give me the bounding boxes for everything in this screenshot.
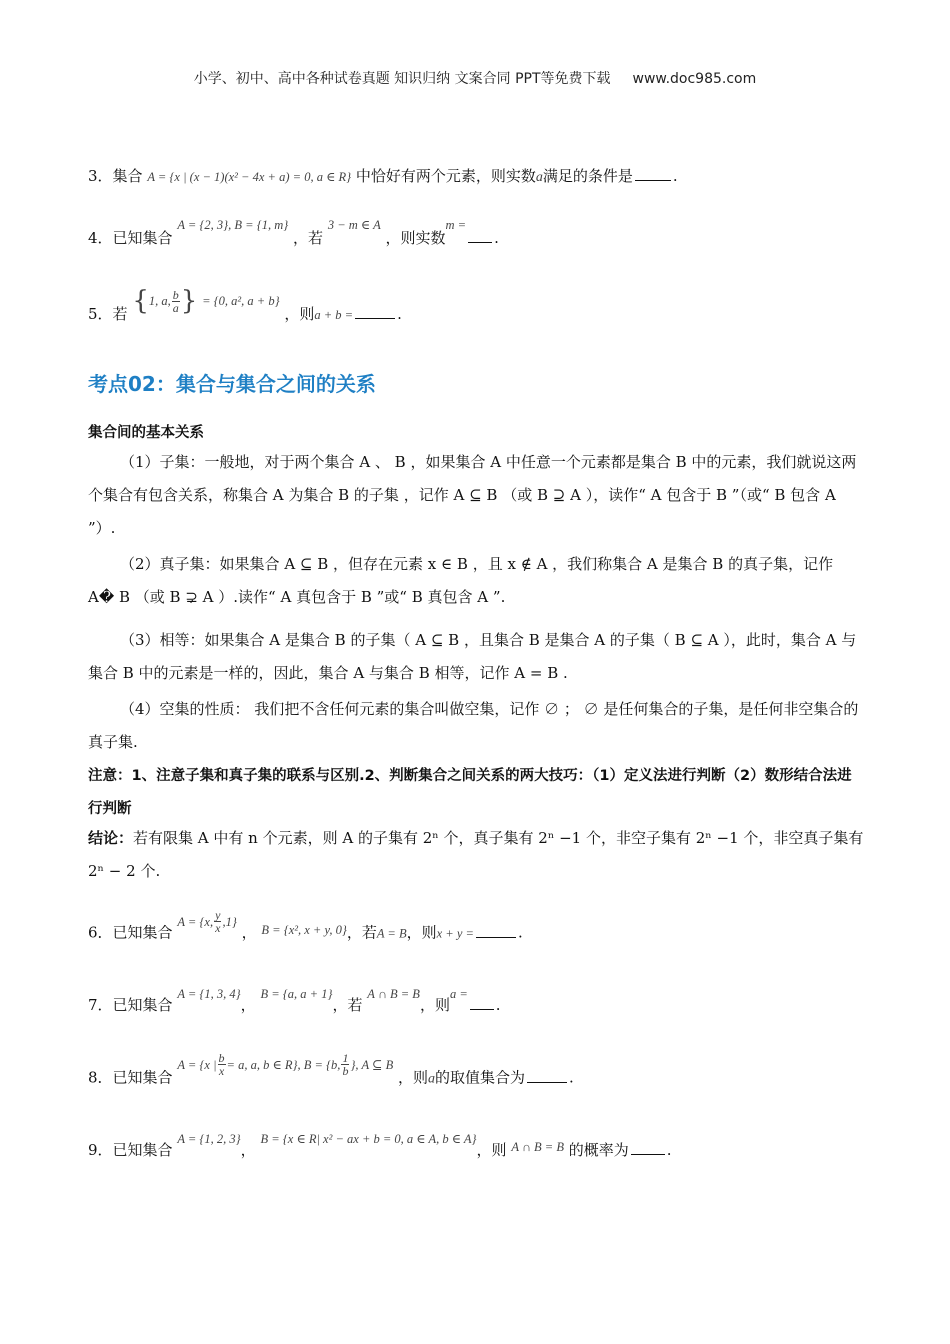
question-6-set-b: B = {x², x + y, 0} bbox=[261, 922, 347, 937]
answer-blank[interactable] bbox=[631, 1153, 665, 1155]
question-6-expression: x + y = bbox=[436, 926, 474, 941]
brace-left-glyph: { bbox=[132, 286, 149, 316]
question-9-condition: A ∩ B = B bbox=[511, 1140, 564, 1154]
fraction-denominator: a bbox=[172, 300, 179, 315]
fraction-numerator: b bbox=[172, 287, 179, 302]
question-7-set-b: B = {a, a + 1} bbox=[260, 987, 333, 1001]
question-4-variable: m = bbox=[445, 218, 467, 232]
question-7-number: 7．已知集合 bbox=[88, 996, 173, 1014]
question-3-text2: 满足的条件是 bbox=[542, 167, 633, 185]
question-4-sets-formula: A = {2, 3}, B = {1, m} bbox=[177, 218, 289, 232]
question-7-expression: a = bbox=[449, 987, 468, 1001]
fraction-numerator: 1 bbox=[342, 1051, 349, 1065]
answer-blank[interactable] bbox=[470, 1008, 494, 1010]
question-7-text2: ，则 bbox=[419, 996, 450, 1014]
page-header bbox=[0, 68, 950, 88]
answer-blank[interactable] bbox=[635, 179, 671, 181]
question-4-number: 4．已知集合 bbox=[88, 229, 173, 247]
question-9-end: . bbox=[666, 1141, 672, 1159]
brace-right-glyph: } bbox=[180, 286, 198, 316]
question-6-set-a bbox=[177, 908, 241, 935]
question-7 bbox=[88, 987, 501, 1015]
question-6-number: 6．已知集合 bbox=[88, 923, 173, 942]
fraction-denominator: x bbox=[218, 1064, 225, 1078]
fraction-numerator: y bbox=[215, 908, 221, 922]
question-3-end: . bbox=[672, 167, 678, 185]
answer-blank[interactable] bbox=[527, 1081, 567, 1083]
question-6-a-left: A = {x, bbox=[177, 914, 214, 929]
question-4-text2: ，则实数 bbox=[385, 229, 446, 247]
question-6 bbox=[88, 908, 523, 946]
question-4-text: ，若 bbox=[293, 229, 324, 247]
header-site[interactable]: www.doc985.com bbox=[632, 71, 757, 87]
question-9-number: 9．已知集合 bbox=[88, 1141, 173, 1159]
fraction-denominator: b bbox=[342, 1064, 349, 1078]
question-5-right: = {0, a², a + b} bbox=[202, 294, 280, 308]
question-3 bbox=[88, 165, 678, 186]
question-9-text: ，则 bbox=[476, 1141, 507, 1159]
question-9-text2: 的概率为 bbox=[568, 1141, 629, 1159]
question-8-b-right: }, A ⊆ B bbox=[350, 1057, 394, 1072]
question-8-variable: a bbox=[428, 1071, 436, 1087]
answer-blank[interactable] bbox=[355, 317, 395, 319]
note-paragraph: 注意：1、注意子集和真子集的联系与区别.2、判断集合之间关系的两大技巧：（1）定义法进行判断（2）数形结合法进行判断 bbox=[88, 768, 852, 817]
question-7-set-a: A = {1, 3, 4} bbox=[177, 987, 241, 1001]
fraction bbox=[218, 1052, 226, 1077]
question-8-a-right: = a, a, b ∈ R}, B = {b, bbox=[226, 1057, 341, 1072]
fraction bbox=[341, 1052, 349, 1077]
question-9-sep: ， bbox=[240, 1141, 256, 1159]
question-7-text: ，若 bbox=[332, 996, 363, 1014]
question-3-set-formula: A = {x | (x − 1)(x² − 4x + a) = 0, a ∈ R} bbox=[147, 170, 352, 184]
question-3-variable: a bbox=[535, 170, 543, 185]
question-6-end: . bbox=[517, 923, 523, 942]
question-8-number: 8．已知集合 bbox=[88, 1068, 173, 1087]
question-8-text2: 的取值集合为 bbox=[435, 1068, 526, 1087]
conclusion-label: 结论： bbox=[88, 829, 134, 847]
paragraph-proper-subset: （2）真子集：如果集合 A ⊆ B ，但存在元素 x ∈ B ，且 x ∉ A ，我们称集合 A 是集合 B 的真子集，记作 A� B （或 B ⊋ A ）.读作“ A 真包含于 B ”或“ B 真包含 A ”. bbox=[88, 555, 834, 606]
question-8-end: . bbox=[569, 1068, 574, 1087]
question-5-number: 5．若 bbox=[88, 305, 128, 323]
fraction-denominator: x bbox=[215, 921, 221, 935]
question-6-text: ，若 bbox=[346, 923, 377, 942]
question-6-a-right: ,1} bbox=[222, 914, 237, 929]
question-7-sep: ， bbox=[240, 996, 256, 1014]
section-title: 考点02：集合与集合之间的关系 bbox=[88, 372, 376, 396]
answer-blank[interactable] bbox=[468, 241, 492, 243]
question-9-set-a: A = {1, 2, 3} bbox=[177, 1132, 241, 1146]
question-5 bbox=[88, 286, 402, 330]
header-text: 小学、初中、高中各种试卷真题 知识归纳 文案合同 PPT等免费下载 bbox=[193, 71, 611, 87]
paragraph-subset: （1）子集：一般地，对于两个集合 A 、 B ，如果集合 A 中任意一个元素都是集合 B 中的元素，我们就说这两个集合有包含关系，称集合 A 为集合 B 的子集 ，记作 A ⊆ B （或 B ⊇ A ），读作“ A 包含于 B ”（或“ B 包含 A ”）. bbox=[88, 453, 857, 537]
basic-relations-heading: 集合间的基本关系 bbox=[88, 425, 204, 441]
question-6-text2: ，则 bbox=[406, 923, 437, 942]
question-4-end: . bbox=[494, 229, 499, 247]
question-3-text: 中恰好有两个元素，则实数 bbox=[355, 167, 536, 185]
question-8 bbox=[88, 1051, 574, 1091]
question-8-a-left: A = {x | bbox=[177, 1057, 217, 1072]
fraction bbox=[172, 289, 180, 314]
paragraph-empty-set: （4）空集的性质： 我们把不含任何元素的集合叫做空集，记作 ∅ ； ∅ 是任何集合的子集，是任何非空集合的真子集. bbox=[88, 700, 859, 751]
question-9-set-b: B = {x ∈ R| x² − ax + b = 0, a ∈ A, b ∈ A} bbox=[260, 1132, 477, 1146]
conclusion-text: 若有限集 A 中有 n 个元素，则 A 的子集有 2ⁿ 个，真子集有 2ⁿ −1 个，非空子集有 2ⁿ −1 个，非空真子集有 2ⁿ − 2 个. bbox=[88, 829, 864, 880]
question-8-text: ，则 bbox=[398, 1068, 429, 1087]
paragraph-equality: （3）相等：如果集合 A 是集合 B 的子集（ A ⊆ B ，且集合 B 是集合 A 的子集（ B ⊆ A ），此时，集合 A 与集合 B 中的元素是一样的，因此，集合 A 与集合 B 相等，记作 A = B . bbox=[88, 631, 857, 682]
question-9 bbox=[88, 1132, 672, 1160]
question-5-end: . bbox=[397, 305, 402, 323]
conclusion-paragraph bbox=[88, 822, 864, 888]
answer-blank[interactable] bbox=[476, 936, 516, 938]
question-6-sep: ， bbox=[241, 923, 257, 942]
question-7-condition: A ∩ B = B bbox=[367, 987, 420, 1001]
question-5-left: 1, a, bbox=[148, 294, 171, 308]
question-5-text: ，则 bbox=[284, 305, 315, 323]
question-5-formula bbox=[132, 286, 284, 316]
question-5-expression: a + b = bbox=[314, 308, 354, 322]
fraction bbox=[214, 909, 221, 934]
fraction-numerator: b bbox=[218, 1051, 225, 1065]
question-3-number: 3．集合 bbox=[88, 167, 143, 185]
question-8-formula bbox=[177, 1051, 398, 1078]
question-7-end: . bbox=[495, 996, 501, 1014]
question-6-condition: A = B bbox=[376, 926, 407, 941]
question-4-condition: 3 − m ∈ A bbox=[327, 218, 381, 232]
